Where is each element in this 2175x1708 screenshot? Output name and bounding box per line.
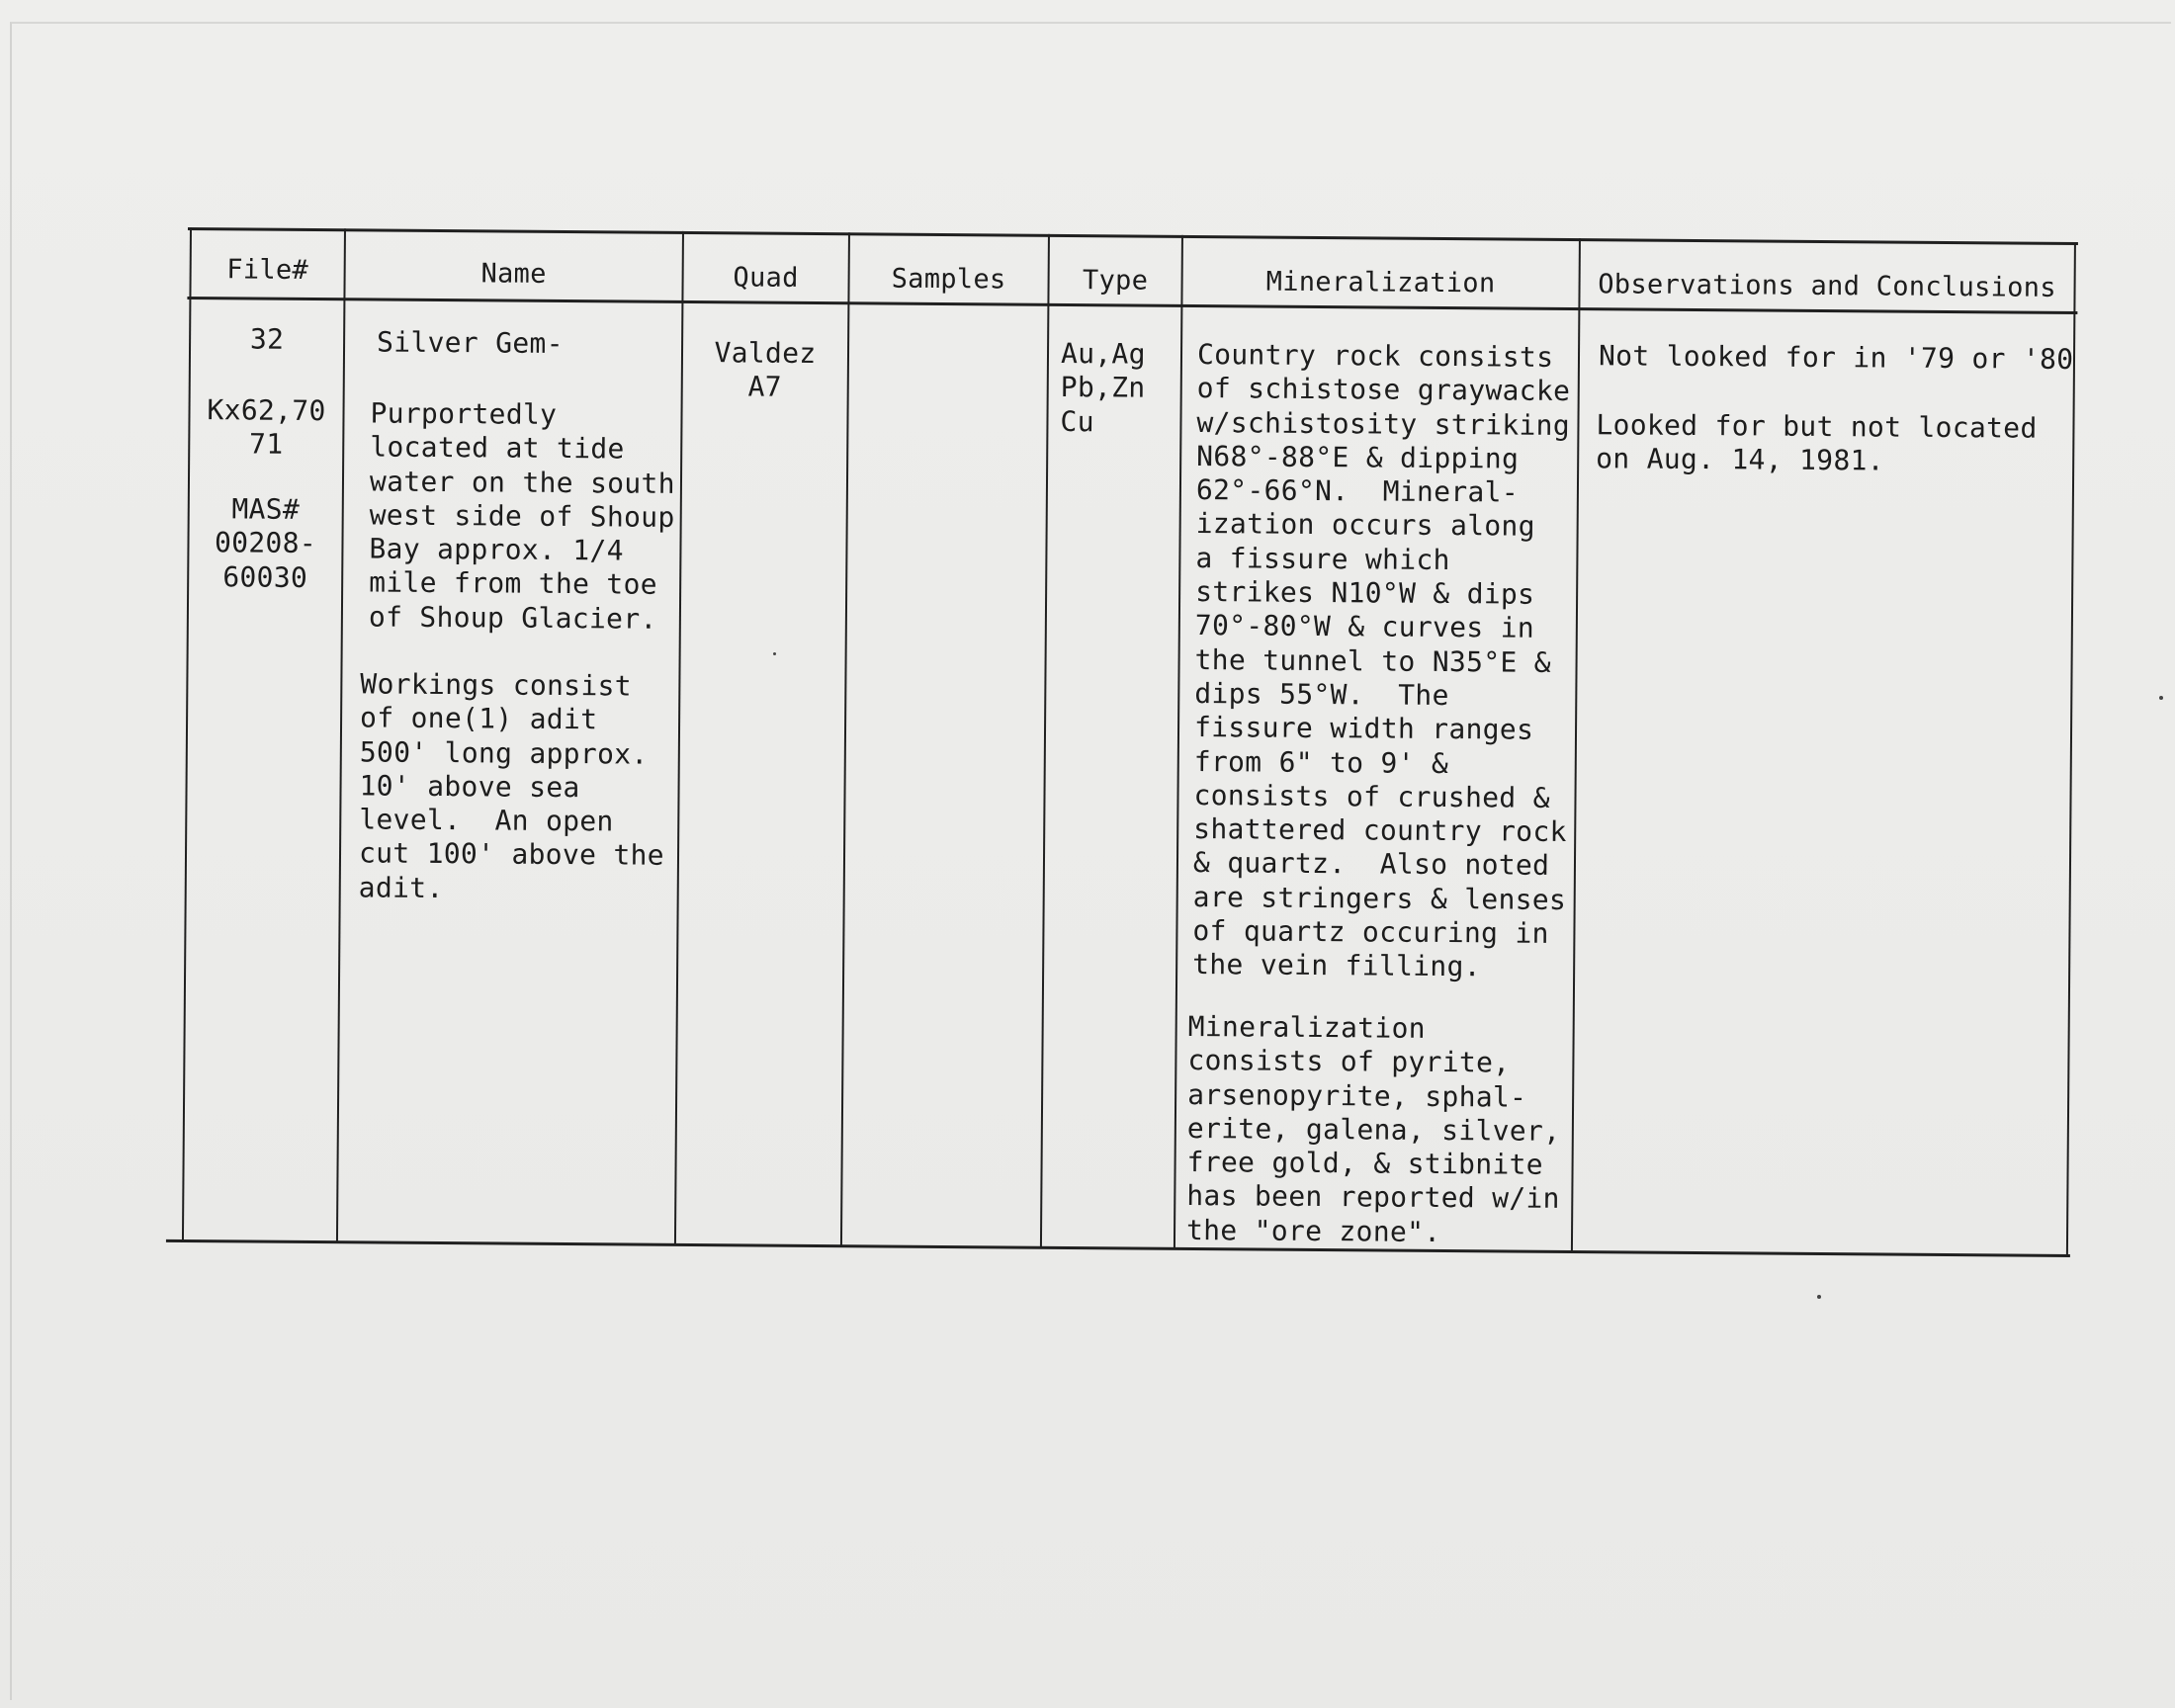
mineralization-text-1: Country rock consists of schistose graywacke w/schistosity striking N68°-88°E & dipping 62°-66°N. Mineral- ization occurs along a fissure which strikes N10°W & dips 70°-80°W & curves in the tunnel to N35°E & dips 55°W. The fissure width ranges from 6" to 9' & consists of crushed & shattered country rock & quartz. Also noted are stringers & lenses of quartz occuring in the vein filling. bbox=[1192, 338, 1571, 983]
name-title: Silver Gem- bbox=[376, 325, 564, 360]
scan-speck bbox=[2159, 696, 2163, 700]
observation-2: Looked for but not located on Aug. 14, 1981. bbox=[1596, 408, 2038, 477]
header-name: Name bbox=[480, 258, 547, 290]
quad-value: Valdez A7 bbox=[714, 336, 817, 404]
header-mineralization: Mineralization bbox=[1265, 266, 1496, 299]
name-workings: Workings consist of one(1) adit 500' long approx. 10' above sea level. An open cut 100' above the adit. bbox=[358, 667, 664, 904]
mineralization-text-2: Mineralization consists of pyrite, arsenopyrite, sphal- erite, galena, silver, free gold, & stibnite has been reported w/in the "ore zone". bbox=[1185, 1009, 1561, 1248]
column-rule-samples bbox=[1040, 234, 1050, 1248]
header-type: Type bbox=[1082, 265, 1149, 297]
header-quad: Quad bbox=[733, 262, 799, 294]
file-number: 32 bbox=[249, 322, 285, 356]
mine-record-table bbox=[180, 227, 2078, 1272]
observation-1: Not looked for in '79 or '80 bbox=[1598, 339, 2074, 376]
table-bottom-rule bbox=[166, 1239, 2070, 1257]
column-rule-file bbox=[336, 228, 346, 1242]
file-mas-number: MAS# 00208- 60030 bbox=[214, 492, 317, 594]
column-rule-mineralization bbox=[1571, 238, 1581, 1252]
file-kx-number: Kx62,70 71 bbox=[207, 393, 326, 462]
scan-speck bbox=[773, 652, 776, 655]
header-file: File# bbox=[226, 254, 309, 286]
type-value: Au,Ag Pb,Zn Cu bbox=[1060, 336, 1146, 438]
header-samples: Samples bbox=[891, 263, 1006, 296]
scan-speck bbox=[1817, 1295, 1821, 1299]
header-observations: Observations and Conclusions bbox=[1598, 269, 2056, 303]
name-location: Purportedly located at tide water on the south west side of Shoup Bay approx. 1/4 mile from the toe of Shoup Glacier. bbox=[368, 396, 675, 636]
